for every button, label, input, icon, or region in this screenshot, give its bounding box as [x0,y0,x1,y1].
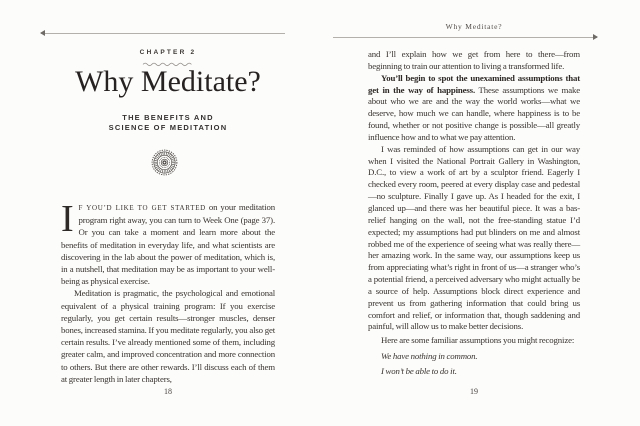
assumption-line: I won’t be able to do it. [381,365,457,376]
paragraph: I was reminded of how assumptions can get in our way when I visited the National Portrait Gallery in Washington, D.C., to view a work of art by a sculptor friend. Eagerly I checked every room, peered at every display case and pedestal—no sculpture. Finally I gave up. As I headed for the exit, I glanced up—and there was her beautiful piece. It was a bas-relief hanging on the wall, not the free-standing statue I’d expected; my assumptions had put blinders on me and almost robbed me of the experience of seeing what was really there—her amazing work. In the same way, our assumptions keep us from appreciating what’s right in front of us—a stranger who’s a potential friend, a perceived adversary who might actually be a source of help. Assumptions block direct experience and prevent us from gathering information that could bring us comfort and relief, or information that, though saddening and painful, will allow us to make better decisions. [368,143,580,332]
subtitle-line-1: THE BENEFITS AND [122,113,214,122]
assumption-line: We have nothing in common. [381,350,478,361]
paragraph: Here are some familiar assumptions you might recognize: [381,335,575,346]
header-rule-left [41,33,285,34]
running-head: Why Meditate? [445,22,503,31]
chapter-label: CHAPTER 2 [139,49,197,56]
subtitle-line-2: SCIENCE OF MEDITATION [108,122,228,132]
right-arrow-icon [593,34,598,40]
page-number-right: 19 [470,387,478,396]
bold-lead-sentence: You’ll begin to spot the unexamined assumptions that get in the way of happiness. [368,72,580,95]
paragraph: and I’ll explain how we get from here to there—from beginning to train our attention to living a transformed life. [368,49,580,71]
paragraph-bold-lead-rest: These assumptions we make about who we are and the way the world works—what we deserve, how much we can handle, where happiness is to be found, whether or not positive change is possible—all greatly influence how and to what we pay attention. [368,84,580,142]
paragraph-bold-lead [368,73,580,144]
header-rule-right [333,37,597,38]
opening-small-caps: F YOU’D LIKE TO GET STARTED [78,204,206,212]
lotus-mandala-medallion-icon [151,149,178,176]
body-text-left [61,198,275,385]
chapter-title: Why Meditate? [75,65,261,98]
page-number-left: 18 [164,387,172,396]
body-text-right [368,49,580,378]
paragraph-opening [61,198,275,287]
paragraph-opening-rest: on your meditation program right away, you can turn to Week One (page 37). Or you can take a moment and learn more about the benefits of meditation in everyday life, and what scientists are discovering in the lab about the power of meditation, which is, in a nutshell, that meditation may be as important to your well-being as physical exercise. [61,202,275,287]
left-arrow-icon [40,30,45,36]
chapter-subtitle [61,113,275,133]
paragraph: Meditation is pragmatic, the psychological and emotional equivalent of a physical training program: If you exercise regularly, you get certain results—stronger muscles, denser bones, increased stamina. If you meditate regularly, you also get certain results. I’ve already mentioned some of them, including greater calm, and improved concentration and more connection to others. But there are other rewards. I’ll discuss each of them at greater length in later chapters, [61,288,275,384]
drop-cap: I [61,198,74,240]
